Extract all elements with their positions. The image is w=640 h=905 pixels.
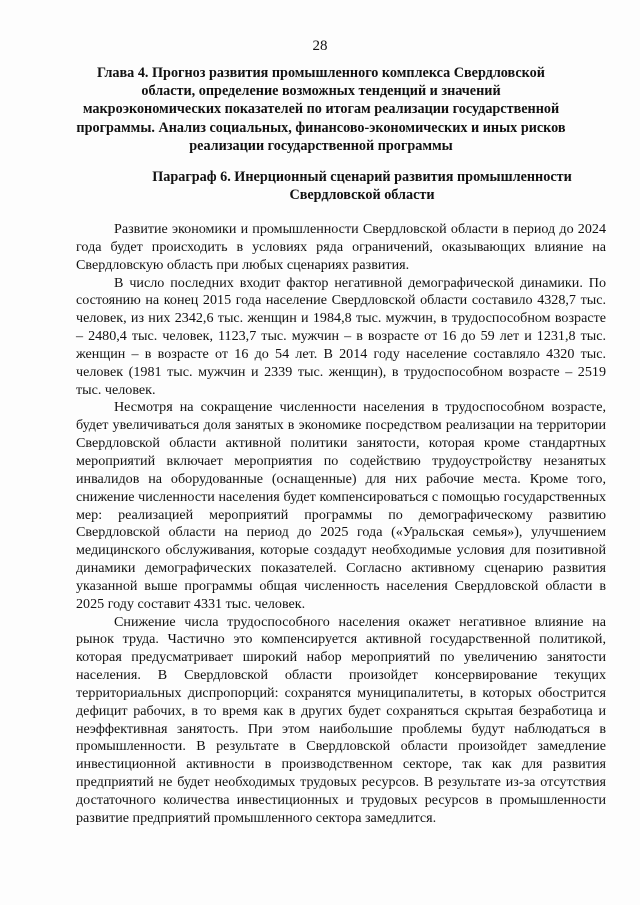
body-paragraph-2: В число последних входит фактор негативной демографической динамики. По состоянию на конец 2015 года население Свердловской области составило 4328,7 тыс. человек, из них 2342,6 тыс. женщин и 1984,8 тыс. мужчин, в трудоспособном возрасте – 2480,4 тыс. человек, 1123,7 тыс. мужчин – в возрасте от 16 до 59 лет и 1231,8 тыс. женщин – в возрасте от 16 до 54 лет. В 2014 году население составляло 4320 тыс. человек (1981 тыс. мужчин и 2339 тыс. женщин), в трудоспособном возрасте – 2519 тыс. человек. bbox=[76, 274, 606, 398]
chapter-title: Глава 4. Прогноз развития промышленного комплекса Свердловской области, определение возможных тенденций и значений макроэкономических показателей по итогам реализации государственной программы. Анализ социальных, финансово-экономических и иных рисков реализации государственной программы bbox=[76, 65, 566, 154]
body-text bbox=[76, 221, 606, 828]
body-paragraph-1: Развитие экономики и промышленности Свердловской области в период до 2024 года будет происходить в условиях ряда ограничений, оказывающих влияние на Свердловскую область при любых сценариях развития. bbox=[76, 221, 606, 273]
body-paragraph-3: Несмотря на сокращение численности населения в трудоспособном возрасте, будет увеличиваться доля занятых в экономике посредством реализации на территории Свердловской области активной политики занятости, которая кроме стандартных мероприятий включает мероприятия по содействию трудоустройству незанятых инвалидов на оборудованные (оснащенные) для них рабочие места. Кроме того, снижение численности населения будет компенсироваться с помощью государственных мер: реализацией мероприятий программы по демографическому развитию Свердловской области на период до 2025 года («Уральская семья»), улучшением медицинского обслуживания, которые создадут необходимые условия для позитивной динамики демографических показателей. Согласно активному сценарию развития указанной выше программы общая численность населения Свердловской области в 2025 году составит 4331 тыс. человек. bbox=[76, 399, 606, 612]
paragraph-title: Параграф 6. Инерционный сценарий развития промышленности Свердловской области bbox=[152, 169, 572, 204]
body-paragraph-4: Снижение числа трудоспособного населения окажет негативное влияние на рынок труда. Частично это компенсируется активной государственной политикой, которая предусматривает широкий набор мероприятий по увеличению занятости населения. В Свердловской области произойдет консервирование текущих территориальных диспропорций: сохранятся муниципалитеты, в которых обострится дефицит рабочих, в то время как в других будет сохраняться скрытая безработица и неэффективная занятость. При этом наибольшие проблемы будут наблюдаться в промышленности. В результате в Свердловской области произойдет замедление инвестиционной активности в производственном секторе, так как для развития предприятий не будет необходимых трудовых ресурсов. В результате из-за отсутствия достаточного количества инвестиционных и трудовых ресурсов в промышленности развитие предприятий промышленного сектора замедлится. bbox=[76, 613, 606, 826]
page-number: 28 bbox=[312, 38, 328, 54]
